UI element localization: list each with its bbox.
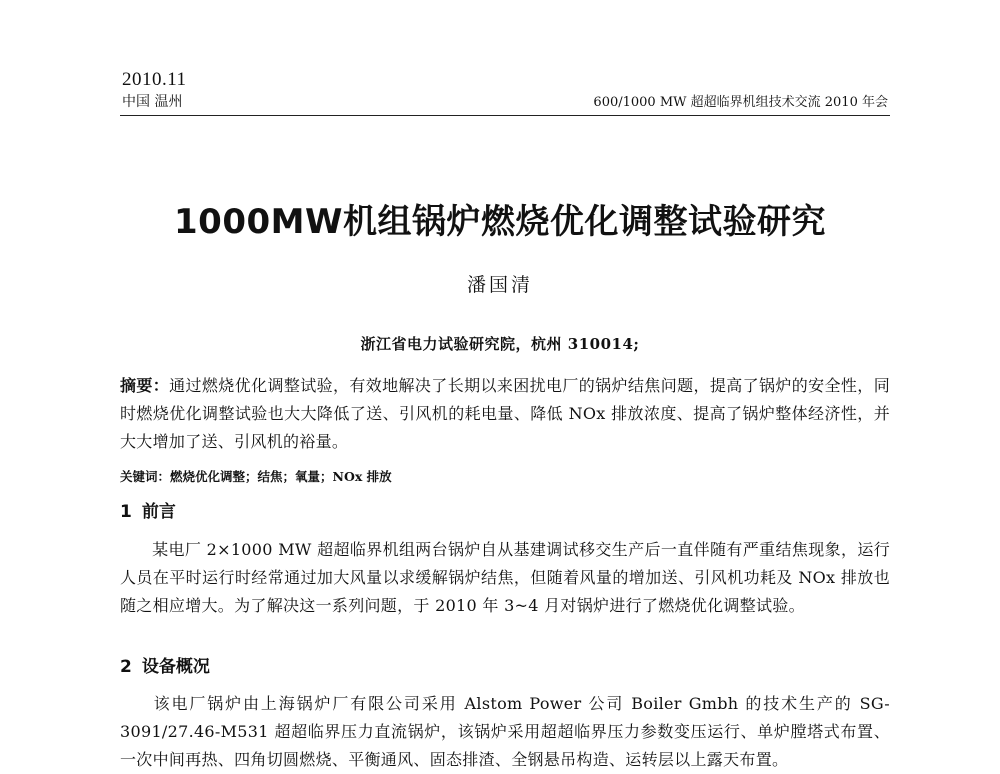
author-affiliation: 浙江省电力试验研究院，杭州 310014; (360, 335, 640, 353)
section-title: 前言 (141, 502, 176, 522)
abstract-label: 摘要： (120, 376, 170, 395)
section-paragraph-equipment (120, 690, 890, 774)
keywords-text: 燃烧优化调整；结焦；氧量；NOx 排放 (170, 469, 392, 484)
paragraph-text: 某电厂 2×1000 MW 超超临界机组两台锅炉自从基建调试移交生产后一直伴随有严重结焦现象，运行人员在平时运行时经常通过加大风量以求缓解锅炉结焦，但随着风量的增加送、引风机功耗及 NOx 排放也随之相应增大。为了解决这一系列问题，于 2010 年 3~4 月对锅炉进行了燃烧优化调整试验。 (120, 540, 890, 615)
section-number: 1 (120, 502, 132, 522)
section-paragraph-intro (120, 536, 890, 620)
author-name: 潘国清 (466, 274, 533, 296)
header-left (122, 70, 187, 112)
header-divider (120, 115, 890, 116)
keywords (120, 468, 890, 486)
header-conference: 600/1000 MW 超超临界机组技术交流 2010 年会 (593, 95, 888, 110)
section-title: 设备概况 (141, 657, 210, 677)
section-heading-equipment (120, 656, 210, 678)
abstract-text: 通过燃烧优化调整试验，有效地解决了长期以来困扰电厂的锅炉结焦问题，提高了锅炉的安全性，同时燃烧优化调整试验也大大降低了送、引风机的耗电量、降低 NOx 排放浓度、提高了锅炉整体经济性，并大大增加了送、引风机的裕量。 (120, 376, 890, 451)
paragraph-text: 该电厂锅炉由上海锅炉厂有限公司采用 Alstom Power 公司 Boiler Gmbh 的技术生产的 SG-3091/27.46-M531 超超临界压力直流锅炉，该锅炉采用超超临界压力参数变压运行、单炉膛塔式布置、一次中间再热、四角切圆燃烧、平衡通风、固态排渣、全钢悬吊构造、运转层以上露天布置。 (120, 694, 890, 769)
paper-title: 1000MW机组锅炉燃烧优化调整试验研究 (174, 202, 826, 242)
keywords-label: 关键词： (120, 469, 171, 484)
section-heading-intro (120, 501, 176, 523)
section-number: 2 (120, 657, 132, 677)
header-location: 中国 温州 (122, 94, 183, 110)
abstract (120, 372, 890, 456)
header-date: 2010.11 (122, 69, 187, 90)
